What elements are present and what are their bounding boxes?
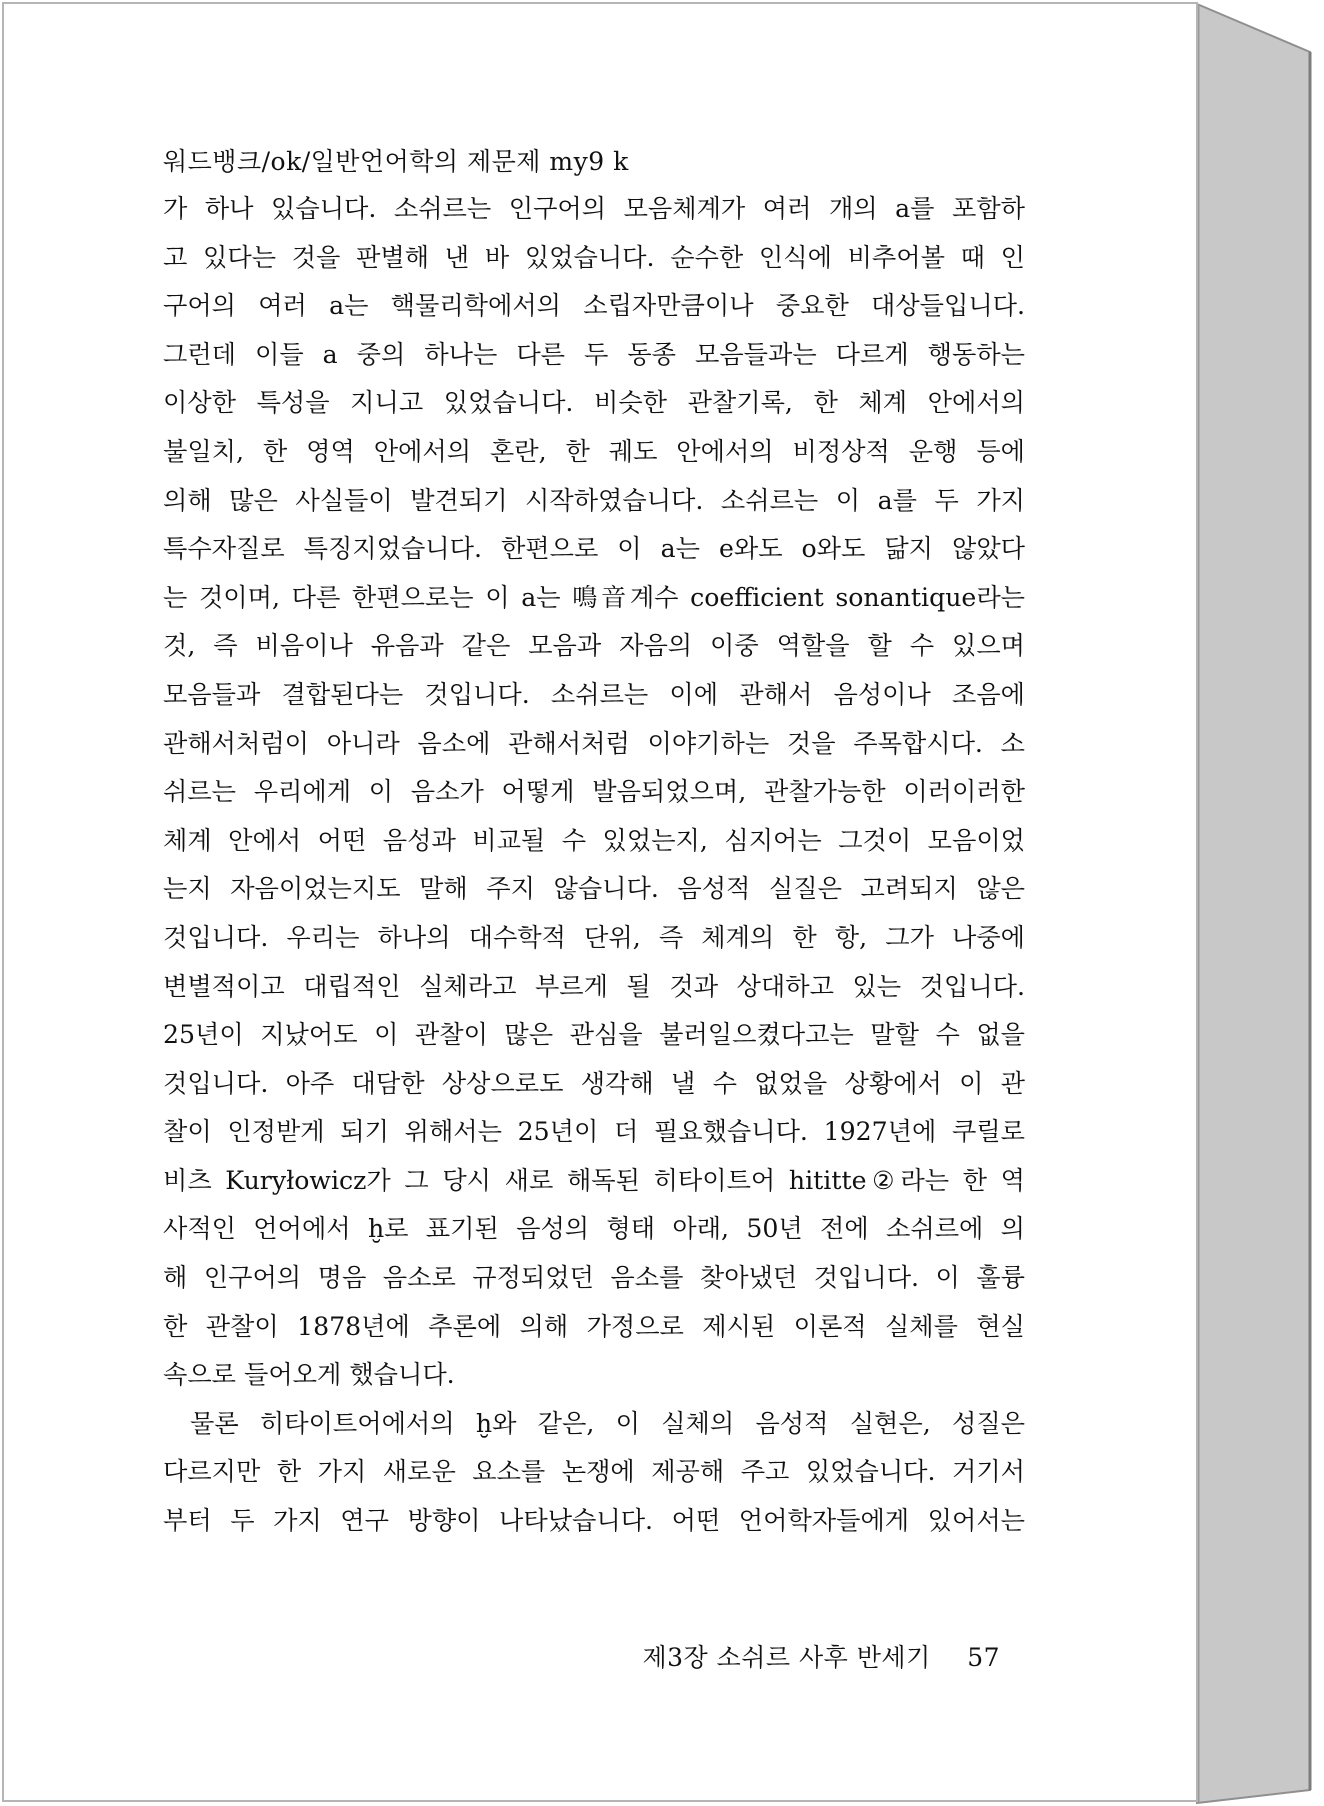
text-line: 물론 히타이트어에서의 ḫ와 같은, 이 실체의 음성적 실현은, 성질은 [190, 1408, 1025, 1438]
page-number: 57 [967, 1643, 1000, 1672]
text-line: 그런데 이들 a 중의 하나는 다른 두 동종 모음들과는 다르게 행동하는 [163, 339, 1025, 369]
text-line: 비츠 Kuryłowicz가 그 당시 새로 해독된 히타이트어 hititte②라는 한 역 [163, 1165, 1025, 1195]
text-line: 속으로 들어오게 했습니다. [163, 1360, 455, 1390]
text-line: 것입니다. 우리는 하나의 대수학적 단위, 즉 체계의 한 항, 그가 나중에 [163, 922, 1025, 952]
text-line: 가 하나 있습니다. 소쉬르는 인구어의 모음체계가 여러 개의 a를 포함하 [163, 194, 1025, 223]
running-title: 제3장 소쉬르 사후 반세기 [642, 1643, 931, 1672]
text-line: 25년이 지났어도 이 관찰이 많은 관심을 불러일으켰다고는 말할 수 없을 [163, 1020, 1025, 1050]
text-line: 변별적이고 대립적인 실체라고 부르게 될 것과 상대하고 있는 것입니다. [163, 971, 1025, 1001]
text-line: 해 인구어의 명음 음소로 규정되었던 음소를 찾아냈던 것입니다. 이 훌륭 [163, 1263, 1025, 1293]
text-line: 다르지만 한 가지 새로운 요소를 논쟁에 제공해 주고 있었습니다. 거기서 [163, 1457, 1025, 1487]
paragraph-2 [163, 1400, 1025, 1546]
text-line: 부터 두 가지 연구 방향이 나타났습니다. 어떤 언어학자들에게 있어서는 [163, 1506, 1025, 1536]
text-line: 찰이 인정받게 되기 위해서는 25년이 더 필요했습니다. 1927년에 쿠릴로 [163, 1117, 1025, 1147]
text-line: 체계 안에서 어떤 음성과 비교될 수 있었는지, 심지어는 그것이 모음이었 [163, 825, 1025, 855]
running-header: 워드뱅크/ok/일반언어학의 제문제 my9 k [163, 147, 629, 176]
text-line: 사적인 언어에서 ḫ로 표기된 음성의 형태 아래, 50년 전에 소쉬르에 의 [163, 1214, 1025, 1244]
text-line: 는 것이며, 다른 한편으로는 이 a는 鳴音계수 coefficient sonantique라는 [163, 582, 1025, 612]
text-line: 의해 많은 사실들이 발견되기 시작하였습니다. 소쉬르는 이 a를 두 가지 [163, 485, 1025, 515]
text-line: 고 있다는 것을 판별해 낸 바 있었습니다. 순수한 인식에 비추어볼 때 인 [163, 242, 1025, 272]
text-line: 모음들과 결합된다는 것입니다. 소쉬르는 이에 관해서 음성이나 조음에 [163, 679, 1025, 709]
text-line: 이상한 특성을 지니고 있었습니다. 비슷한 관찰기록, 한 체계 안에서의 [163, 388, 1025, 418]
text-line: 불일치, 한 영역 안에서의 혼란, 한 궤도 안에서의 비정상적 운행 등에 [163, 436, 1025, 466]
text-line: 특수자질로 특징지었습니다. 한편으로 이 a는 e와도 o와도 닮지 않았다 [163, 534, 1025, 564]
text-line: 것입니다. 아주 대담한 상상으로도 생각해 낼 수 없었을 상황에서 이 관 [163, 1068, 1025, 1098]
text-line: 한 관찰이 1878년에 추론에 의해 가정으로 제시된 이론적 실체를 현실 [163, 1311, 1025, 1341]
text-line: 구어의 여러 a는 핵물리학에서의 소립자만큼이나 중요한 대상들입니다. [163, 291, 1025, 321]
text-line: 쉬르는 우리에게 이 음소가 어떻게 발음되었으며, 관찰가능한 이러이러한 [163, 777, 1025, 807]
text-line: 는지 자음이었는지도 말해 주지 않습니다. 음성적 실질은 고려되지 않은 [163, 874, 1025, 904]
text-line: 관해서처럼이 아니라 음소에 관해서처럼 이야기하는 것을 주목합시다. 소 [163, 728, 1025, 758]
page-footer [640, 1638, 1000, 1674]
page-content [163, 145, 1025, 1546]
paragraph-1 [163, 185, 1025, 1400]
text-line: 것, 즉 비음이나 유음과 같은 모음과 자음의 이중 역할을 할 수 있으며 [163, 631, 1025, 661]
